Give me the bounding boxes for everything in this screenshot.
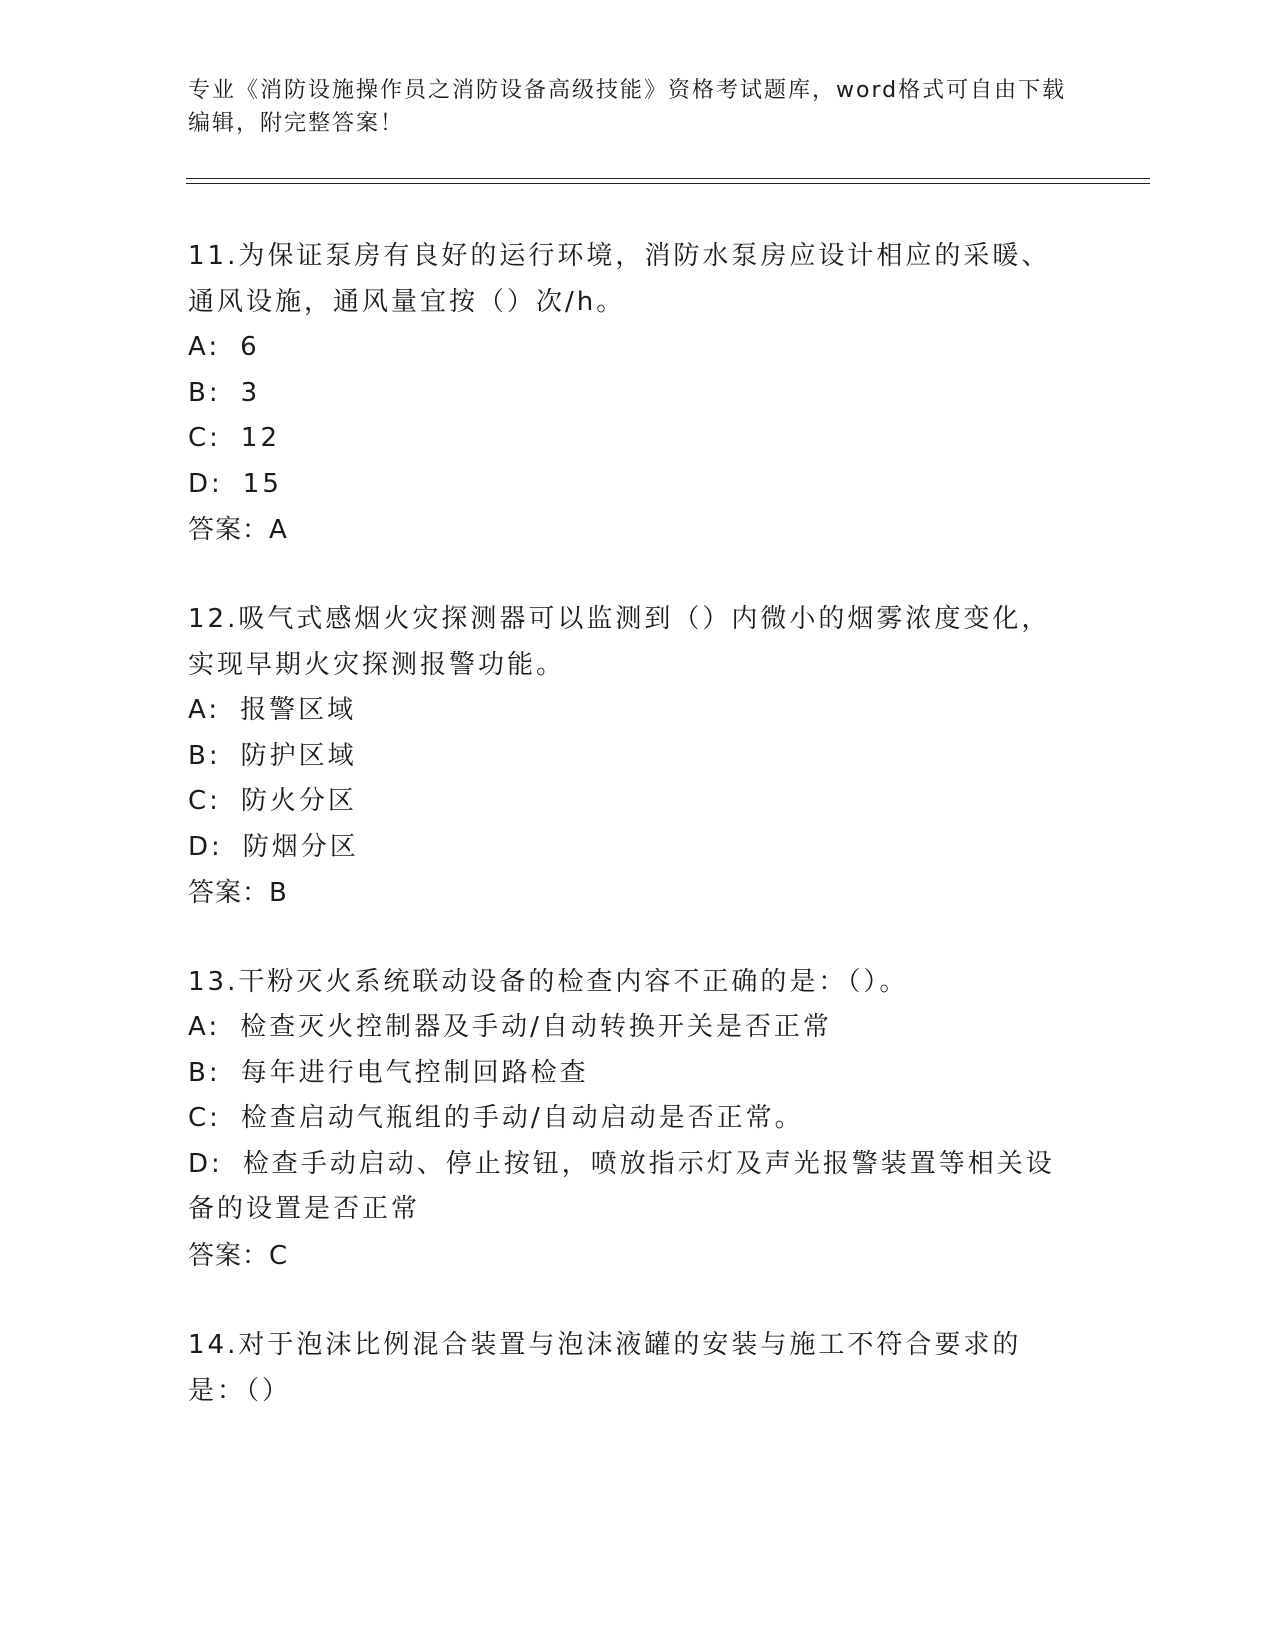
option-letter: D: [188, 1148, 223, 1179]
answer-label: 答案：A [188, 515, 288, 545]
option-d [188, 462, 1068, 508]
option-letter: C: [188, 786, 221, 816]
question-13 [188, 959, 1068, 1279]
question-stem: 12.吸气式感烟火灾探测器可以监测到（）内微小的烟雾浓度变化，实现早期火灾探测报警功能。 [188, 604, 1051, 680]
option-text: 检查手动启动、停止按钮，喷放指示灯及声光报警装置等相关设备的设置是否正常 [188, 1148, 1055, 1224]
option-b [188, 734, 1068, 780]
option-text: 6 [240, 332, 260, 362]
option-text: 12 [240, 423, 281, 453]
question-14 [188, 1322, 1068, 1414]
option-text: 检查启动气瓶组的手动/自动启动是否正常。 [240, 1103, 804, 1133]
answer-label: 答案：B [188, 878, 288, 908]
option-letter: A: [188, 1012, 221, 1042]
question-11 [188, 233, 1068, 553]
question-12 [188, 596, 1068, 916]
option-letter: A: [188, 695, 221, 725]
option-a [188, 688, 1068, 734]
option-letter: B: [188, 740, 221, 771]
option-b [188, 371, 1068, 417]
option-a [188, 1005, 1068, 1051]
option-a [188, 325, 1068, 371]
option-text: 3 [240, 377, 261, 408]
option-c [188, 779, 1068, 825]
header-divider-bottom [186, 183, 1150, 184]
option-text: 防护区域 [240, 740, 357, 771]
option-letter: A: [188, 332, 221, 362]
option-text: 报警区域 [240, 695, 357, 725]
option-c [188, 1096, 1068, 1142]
option-b [188, 1051, 1068, 1097]
option-text: 检查灭火控制器及手动/自动转换开关是否正常 [240, 1012, 832, 1042]
option-text: 防火分区 [240, 786, 357, 816]
option-letter: D: [188, 831, 223, 862]
option-text: 每年进行电气控制回路检查 [240, 1057, 589, 1088]
option-text: 15 [242, 468, 282, 499]
option-d [188, 825, 1068, 871]
header-divider-top [186, 178, 1150, 179]
option-letter: B: [188, 1057, 221, 1088]
option-c [188, 416, 1068, 462]
option-letter: D: [188, 468, 223, 499]
option-letter: C: [188, 1103, 221, 1133]
option-text: 防烟分区 [242, 831, 359, 862]
question-stem: 11.为保证泵房有良好的运行环境，消防水泵房应设计相应的采暖、通风设施，通风量宜按（）次/h。 [188, 241, 1051, 317]
option-d [188, 1142, 1068, 1233]
question-stem: 13.干粉灭火系统联动设备的检查内容不正确的是：（）。 [188, 967, 909, 997]
document-header: 专业《消防设施操作员之消防设备高级技能》资格考试题库，word格式可自由下载编辑，附完整答案！ [188, 78, 1067, 136]
option-letter: C: [188, 423, 221, 453]
answer-label: 答案：C [188, 1240, 289, 1271]
option-letter: B: [188, 377, 221, 408]
question-stem: 14.对于泡沫比例混合装置与泡沫液罐的安装与施工不符合要求的是：（） [188, 1330, 1022, 1406]
